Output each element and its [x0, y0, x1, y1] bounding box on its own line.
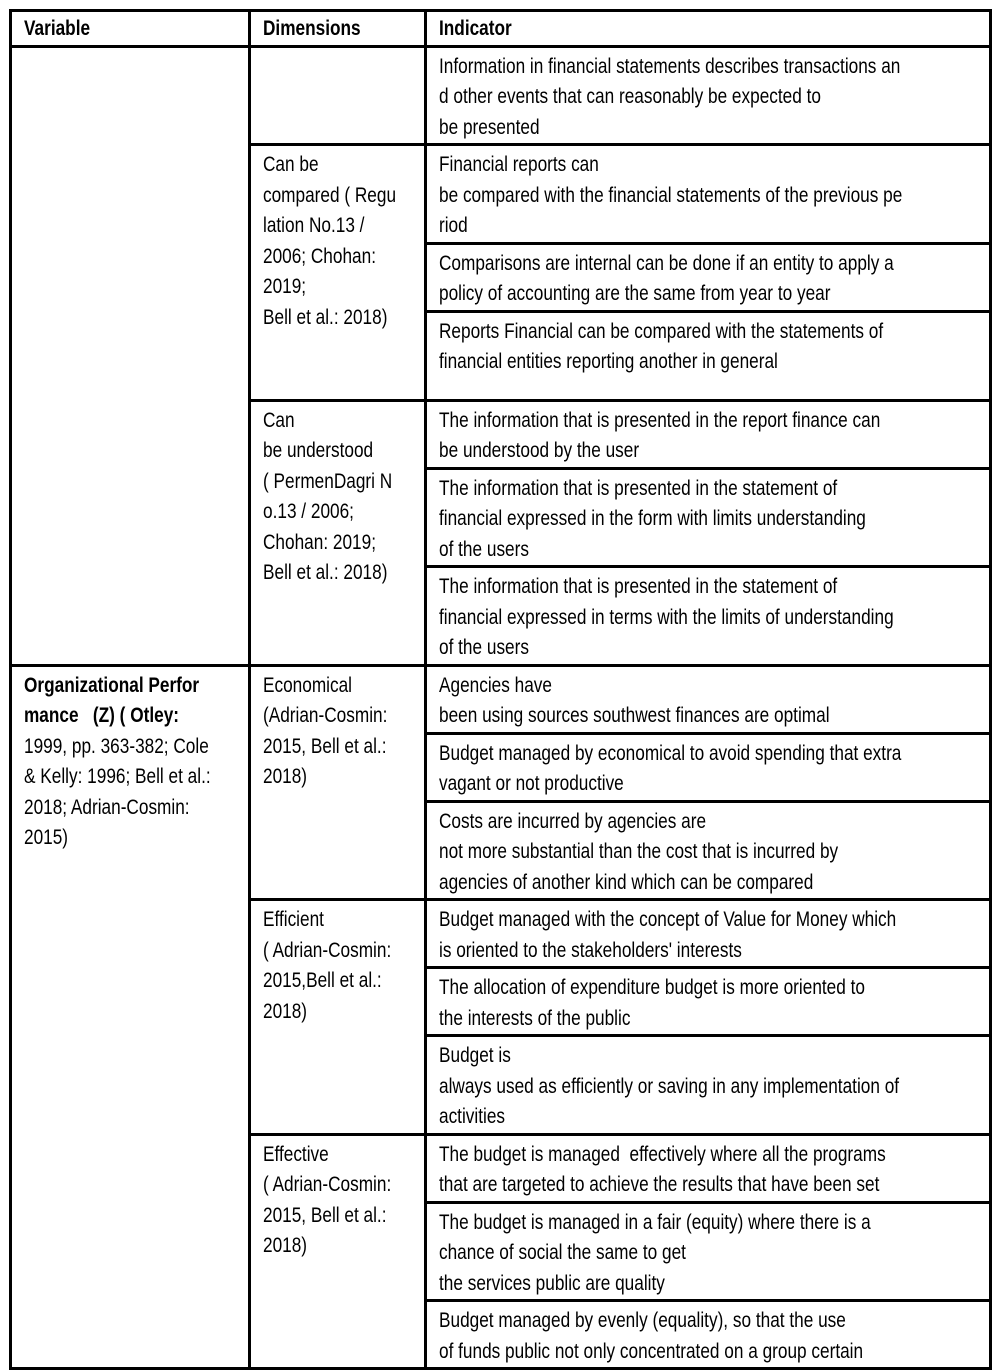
cell-text-line: lation No.13 /: [263, 214, 365, 237]
cell-text-line: Information in financial statements describes transactions an: [439, 54, 901, 78]
cell-text-line: Costs are incurred by agencies are: [439, 809, 707, 833]
indicator-cell: [426, 567, 991, 666]
cell-text-line: activities: [439, 1105, 506, 1128]
header-label: Variable: [24, 17, 91, 40]
cell-text-line: & Kelly: 1996; Bell et al.:: [24, 765, 211, 788]
indicator-cell: [426, 801, 991, 900]
dimension-cell: [250, 1134, 426, 1369]
cell-text-line: of the users: [439, 537, 529, 561]
cell-text-line: be understood by the user: [439, 439, 640, 462]
cell-text-line: 2018): [263, 999, 308, 1023]
cell-text-line: (Adrian-Cosmin:: [263, 704, 388, 727]
table-row: [11, 46, 991, 145]
cell-text-line: not more substantial than the cost that is incurred by: [439, 840, 839, 863]
cell-text-line: The budget is managed in a fair (equity) where there is a: [439, 1210, 871, 1234]
cell-text-line: chance of social the same to get: [439, 1241, 686, 1264]
cell-text-line: Comparisons are internal can be done if an entity to apply a: [439, 251, 894, 275]
cell-text-line: The information that is presented in the report finance can: [439, 408, 881, 432]
cell-text-line: financial entities reporting another in general: [439, 350, 778, 373]
cell-text-line: 2006; Chohan:: [263, 244, 376, 268]
cell-text-line: 2018): [263, 1234, 308, 1257]
cell-text-line: Budget managed by economical to avoid spending that extra: [439, 741, 902, 765]
indicator-cell: [426, 733, 991, 801]
cell-text-line: be understood: [263, 439, 374, 462]
cell-text-line: financial expressed in terms with the limits of understanding: [439, 605, 894, 629]
cell-text-line: Economical: [263, 673, 353, 697]
dimension-cell: [250, 145, 426, 401]
indicator-cell: [426, 968, 991, 1036]
header-variable: [11, 11, 250, 47]
cell-text-line: financial expressed in the form with limits understanding: [439, 507, 866, 530]
indicator-cell: [426, 145, 991, 244]
cell-text-line: Agencies have: [439, 673, 552, 697]
variables-table: [9, 9, 992, 1370]
indicator-cell: [426, 400, 991, 468]
cell-text-line: The budget is managed effectively where all the programs: [439, 1142, 886, 1166]
indicator-cell: [426, 665, 991, 733]
cell-text-line: riod: [439, 214, 468, 237]
cell-text-line: agencies of another kind which can be compared: [439, 870, 814, 894]
cell-text-line: The information that is presented in the statement of: [439, 476, 838, 500]
cell-text-line: d other events that can reasonably be expected to: [439, 85, 821, 108]
cell-text-line: Can: [263, 408, 295, 432]
header-dimensions: [250, 11, 426, 47]
cell-text-line: 2015, Bell et al.:: [263, 734, 387, 758]
cell-text-line: vagant or not productive: [439, 772, 624, 795]
cell-text-line: 1999, pp. 363-382; Cole: [24, 734, 209, 758]
variable-cell: [11, 46, 250, 665]
cell-text-line: Budget is: [439, 1044, 511, 1067]
indicator-cell: [426, 311, 991, 400]
cell-text-line: always used as efficiently or saving in any implementation of: [439, 1074, 900, 1098]
cell-text-line: 2018; Adrian-Cosmin:: [24, 795, 190, 819]
cell-text-line: policy of accounting are the same from year to year: [439, 282, 831, 305]
indicator-cell: [426, 1134, 991, 1202]
table-body: [11, 46, 991, 1369]
cell-text-line: that are targeted to achieve the results that have been set: [439, 1173, 880, 1196]
cell-text-line: Financial reports can: [439, 153, 599, 176]
cell-text-line: mance (Z) ( Otley:: [24, 704, 180, 727]
indicator-cell: [426, 1036, 991, 1135]
header-row: [11, 11, 991, 47]
cell-text-line: Effective: [263, 1142, 329, 1166]
cell-text-line: be presented: [439, 115, 540, 139]
cell-text-line: the interests of the public: [439, 1006, 631, 1030]
cell-text-line: 2015): [24, 826, 69, 849]
cell-text-line: Budget managed with the concept of Value for Money which: [439, 908, 897, 931]
header-label: Dimensions: [263, 17, 361, 40]
cell-text-line: The allocation of expenditure budget is more oriented to: [439, 976, 865, 999]
header-indicator: [426, 11, 991, 47]
dimension-cell: [250, 900, 426, 1135]
cell-text-line: ( PermenDagri N: [263, 469, 393, 493]
cell-text-line: of funds public not only concentrated on a group certain: [439, 1339, 864, 1363]
cell-text-line: Bell et al.: 2018): [263, 561, 388, 584]
indicator-cell: [426, 1301, 991, 1369]
cell-text-line: The information that is presented in the statement of: [439, 575, 838, 598]
cell-text-line: been using sources southwest finances are optimal: [439, 704, 830, 727]
cell-text-line: Reports Financial can be compared with the statements of: [439, 319, 884, 343]
cell-text-line: 2015,Bell et al.:: [263, 969, 382, 992]
cell-text-line: Can be: [263, 153, 319, 176]
cell-text-line: Organizational Perfor: [24, 673, 200, 697]
cell-text-line: be compared with the financial statements of the previous pe: [439, 183, 903, 207]
cell-text-line: Bell et al.: 2018): [263, 305, 388, 329]
header-label: Indicator: [439, 17, 512, 40]
indicator-cell: [426, 1202, 991, 1301]
indicator-cell: [426, 468, 991, 567]
indicator-cell: [426, 243, 991, 311]
dimension-cell: [250, 400, 426, 665]
cell-text-line: 2018): [263, 765, 308, 788]
cell-text-line: o.13 / 2006;: [263, 500, 354, 523]
cell-text-line: 2015, Bell et al.:: [263, 1203, 387, 1227]
cell-text-line: ( Adrian-Cosmin:: [263, 938, 392, 962]
cell-text-line: the services public are quality: [439, 1271, 665, 1295]
cell-text-line: Budget managed by evenly (equality), so that the use: [439, 1309, 846, 1332]
cell-text-line: Chohan: 2019;: [263, 530, 376, 554]
cell-text-line: 2019;: [263, 275, 307, 298]
dimension-cell: [250, 665, 426, 900]
cell-text-line: is oriented to the stakeholders' interests: [439, 938, 742, 962]
variable-cell: [11, 665, 250, 1369]
cell-text-line: ( Adrian-Cosmin:: [263, 1173, 392, 1196]
indicator-cell: [426, 46, 991, 145]
cell-text-line: compared ( Regu: [263, 183, 397, 207]
table-row: [11, 665, 991, 733]
cell-text-line: Efficient: [263, 908, 324, 931]
dimension-cell: [250, 46, 426, 145]
indicator-cell: [426, 900, 991, 968]
cell-text-line: of the users: [439, 636, 529, 659]
